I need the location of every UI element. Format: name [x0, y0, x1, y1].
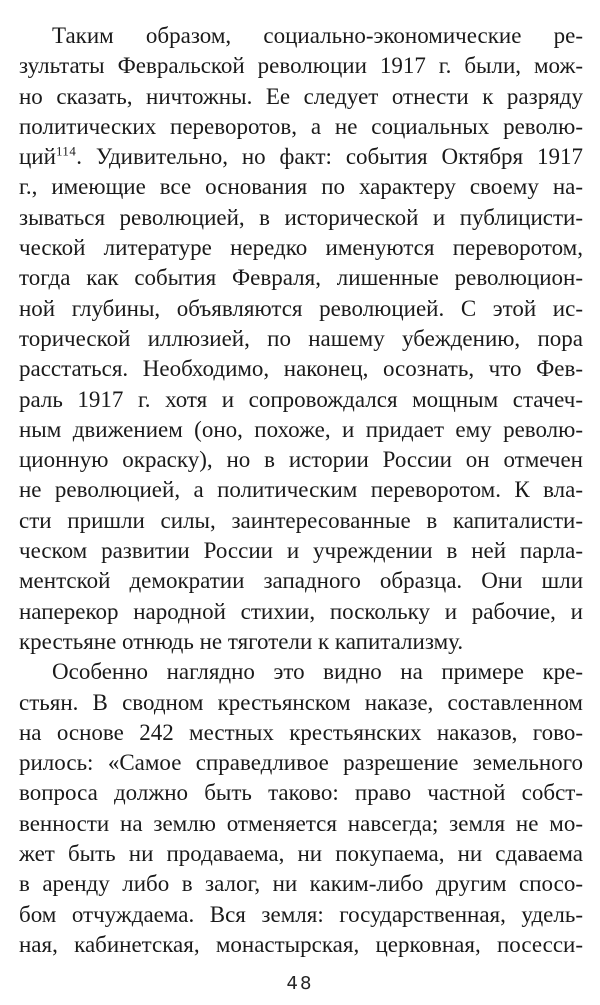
page-number: 48	[286, 973, 314, 994]
text-line: рилось: «Самое справедливое разрешение земельного	[19, 750, 583, 776]
text-line: ций$^{114}$. Удивительно, но факт: события Октября 1917	[19, 144, 583, 170]
text-line: стьян. В сводном крестьянском наказе, составленном	[19, 689, 583, 715]
text-line: политических переворотов, а не социальных револю-	[19, 113, 583, 139]
text-line: в аренду либо в залог, ни каким-либо другим спосо-	[19, 871, 583, 897]
text-line: Особенно наглядно это видно на примере кре-	[52, 659, 583, 685]
text-line: ционную окраску), но в истории России он отмечен	[19, 447, 583, 473]
text-line: вопроса должно быть таково: право частной собст-	[19, 780, 583, 806]
text-line: ной глубины, объявляются революцией. С этой ис-	[19, 295, 583, 321]
text-line: ным движением (оно, похоже, и придает ему револю-	[19, 416, 583, 442]
text-line: ческом развитии России и учреждении в ней парла-	[19, 538, 583, 564]
text-line: тогда как события Февраля, лишенные революцион-	[19, 265, 583, 291]
text-line: но сказать, ничтожны. Ее следует отнести к разряду	[19, 83, 583, 109]
text-line: ная, кабинетская, монастырская, церковная, посесси-	[19, 931, 583, 957]
text-line: крестьяне отнюдь не тяготели к капитализму.	[19, 628, 464, 654]
footnote-marker: 114	[55, 144, 77, 159]
text-line: торической иллюзией, по нашему убеждению, пора	[19, 325, 583, 351]
paragraph	[19, 21, 583, 657]
text-line: бом отчуждаема. Вся земля: государственная, удель-	[19, 901, 583, 927]
text-line: раль 1917 г. хотя и сопровождался мощным стачеч-	[19, 386, 583, 412]
text-line: Таким образом, социально-экономические ре-	[52, 23, 583, 48]
text-line: расстаться. Необходимо, наконец, осознать, что Фев-	[19, 356, 583, 382]
paragraph	[19, 657, 583, 960]
text-line: зультаты Февральской революции 1917 г. были, мож-	[19, 53, 583, 79]
text-line: жет быть ни продаваема, ни покупаема, ни сдаваема	[19, 841, 583, 867]
text-line: зываться революцией, в исторической и публицисти-	[19, 204, 583, 230]
text-line: на основе 242 местных крестьянских наказов, гово-	[19, 719, 583, 745]
text-line: наперекор народной стихии, поскольку и рабочие, и	[19, 598, 583, 624]
text-line: не революцией, а политическим переворотом. К вла-	[19, 477, 583, 503]
text-line: сти пришли силы, заинтересованные в капиталисти-	[19, 507, 583, 533]
text-line: венности на землю отменяется навсегда; земля не мо-	[19, 810, 583, 836]
text-line: г., имеющие все основания по характеру своему на-	[19, 174, 583, 200]
text-line: ментской демократии западного образца. Они шли	[19, 568, 583, 594]
text-line: ческой литературе нередко именуются переворотом,	[19, 235, 583, 261]
page-text	[19, 21, 583, 960]
